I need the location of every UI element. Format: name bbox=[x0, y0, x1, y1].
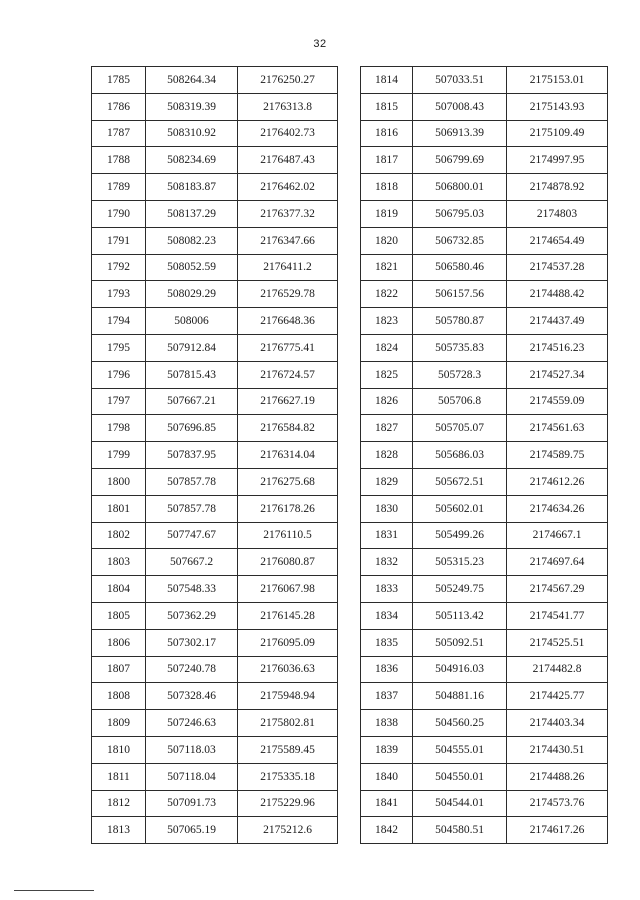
table-row bbox=[92, 710, 338, 737]
x-coordinate-cell: 505113.42 bbox=[413, 602, 507, 629]
table-row bbox=[92, 281, 338, 308]
table-row bbox=[92, 200, 338, 227]
point-number-cell: 1819 bbox=[361, 200, 413, 227]
point-number-cell: 1786 bbox=[92, 93, 146, 120]
point-number-cell: 1806 bbox=[92, 629, 146, 656]
table-row bbox=[361, 308, 608, 335]
point-number-cell: 1790 bbox=[92, 200, 146, 227]
point-number-cell: 1818 bbox=[361, 174, 413, 201]
point-number-cell: 1798 bbox=[92, 415, 146, 442]
point-number-cell: 1787 bbox=[92, 120, 146, 147]
y-coordinate-cell: 2176648.36 bbox=[238, 308, 338, 335]
point-number-cell: 1827 bbox=[361, 415, 413, 442]
y-coordinate-cell: 2176584.82 bbox=[238, 415, 338, 442]
table-row bbox=[92, 442, 338, 469]
y-coordinate-cell: 2174488.42 bbox=[507, 281, 608, 308]
x-coordinate-cell: 508052.59 bbox=[146, 254, 238, 281]
table-row bbox=[92, 656, 338, 683]
x-coordinate-cell: 507091.73 bbox=[146, 790, 238, 817]
table-row bbox=[92, 147, 338, 174]
x-coordinate-cell: 505672.51 bbox=[413, 468, 507, 495]
table-row bbox=[361, 522, 608, 549]
table-row bbox=[361, 495, 608, 522]
table-row bbox=[92, 763, 338, 790]
table-row bbox=[92, 93, 338, 120]
table-row bbox=[92, 174, 338, 201]
x-coordinate-cell: 504550.01 bbox=[413, 763, 507, 790]
table-row bbox=[361, 736, 608, 763]
table-row bbox=[92, 602, 338, 629]
y-coordinate-cell: 2175948.94 bbox=[238, 683, 338, 710]
table-row bbox=[361, 629, 608, 656]
y-coordinate-cell: 2176775.41 bbox=[238, 334, 338, 361]
y-coordinate-cell: 2174482.8 bbox=[507, 656, 608, 683]
table-row bbox=[92, 415, 338, 442]
table-row bbox=[361, 468, 608, 495]
x-coordinate-cell: 507240.78 bbox=[146, 656, 238, 683]
table-row bbox=[92, 790, 338, 817]
x-coordinate-cell: 505315.23 bbox=[413, 549, 507, 576]
table-row bbox=[361, 549, 608, 576]
table-row bbox=[92, 683, 338, 710]
x-coordinate-cell: 505780.87 bbox=[413, 308, 507, 335]
table-row bbox=[361, 281, 608, 308]
table-row bbox=[361, 388, 608, 415]
table-row bbox=[361, 334, 608, 361]
table-row bbox=[92, 227, 338, 254]
x-coordinate-cell: 507837.95 bbox=[146, 442, 238, 469]
y-coordinate-cell: 2174488.26 bbox=[507, 763, 608, 790]
y-coordinate-cell: 2174541.77 bbox=[507, 602, 608, 629]
point-number-cell: 1795 bbox=[92, 334, 146, 361]
point-number-cell: 1825 bbox=[361, 361, 413, 388]
table-row bbox=[361, 790, 608, 817]
x-coordinate-cell: 507118.03 bbox=[146, 736, 238, 763]
x-coordinate-cell: 506732.85 bbox=[413, 227, 507, 254]
point-number-cell: 1815 bbox=[361, 93, 413, 120]
y-coordinate-cell: 2175153.01 bbox=[507, 67, 608, 94]
x-coordinate-cell: 505728.3 bbox=[413, 361, 507, 388]
y-coordinate-cell: 2174561.63 bbox=[507, 415, 608, 442]
point-number-cell: 1829 bbox=[361, 468, 413, 495]
point-number-cell: 1792 bbox=[92, 254, 146, 281]
y-coordinate-cell: 2176724.57 bbox=[238, 361, 338, 388]
point-number-cell: 1822 bbox=[361, 281, 413, 308]
coordinates-table-left bbox=[91, 66, 338, 844]
point-number-cell: 1813 bbox=[92, 817, 146, 844]
x-coordinate-cell: 505602.01 bbox=[413, 495, 507, 522]
y-coordinate-cell: 2174667.1 bbox=[507, 522, 608, 549]
y-coordinate-cell: 2176314.04 bbox=[238, 442, 338, 469]
table-row bbox=[361, 683, 608, 710]
y-coordinate-cell: 2176110.5 bbox=[238, 522, 338, 549]
table-row bbox=[92, 576, 338, 603]
point-number-cell: 1808 bbox=[92, 683, 146, 710]
x-coordinate-cell: 505735.83 bbox=[413, 334, 507, 361]
table-row bbox=[92, 817, 338, 844]
x-coordinate-cell: 504580.51 bbox=[413, 817, 507, 844]
point-number-cell: 1837 bbox=[361, 683, 413, 710]
y-coordinate-cell: 2176462.02 bbox=[238, 174, 338, 201]
point-number-cell: 1803 bbox=[92, 549, 146, 576]
table-body bbox=[92, 67, 338, 844]
x-coordinate-cell: 507033.51 bbox=[413, 67, 507, 94]
y-coordinate-cell: 2174403.34 bbox=[507, 710, 608, 737]
table-row bbox=[361, 147, 608, 174]
point-number-cell: 1796 bbox=[92, 361, 146, 388]
x-coordinate-cell: 507302.17 bbox=[146, 629, 238, 656]
y-coordinate-cell: 2174803 bbox=[507, 200, 608, 227]
y-coordinate-cell: 2176067.98 bbox=[238, 576, 338, 603]
x-coordinate-cell: 507118.04 bbox=[146, 763, 238, 790]
coordinates-table-right bbox=[360, 66, 608, 844]
x-coordinate-cell: 507747.67 bbox=[146, 522, 238, 549]
table-row bbox=[92, 361, 338, 388]
y-coordinate-cell: 2176487.43 bbox=[238, 147, 338, 174]
point-number-cell: 1800 bbox=[92, 468, 146, 495]
page-number: 32 bbox=[313, 38, 327, 50]
point-number-cell: 1802 bbox=[92, 522, 146, 549]
y-coordinate-cell: 2175589.45 bbox=[238, 736, 338, 763]
x-coordinate-cell: 506800.01 bbox=[413, 174, 507, 201]
footnote-divider bbox=[14, 890, 94, 891]
x-coordinate-cell: 506157.56 bbox=[413, 281, 507, 308]
table-row bbox=[361, 254, 608, 281]
point-number-cell: 1830 bbox=[361, 495, 413, 522]
x-coordinate-cell: 508082.23 bbox=[146, 227, 238, 254]
table-row bbox=[361, 442, 608, 469]
y-coordinate-cell: 2174437.49 bbox=[507, 308, 608, 335]
y-coordinate-cell: 2174878.92 bbox=[507, 174, 608, 201]
point-number-cell: 1828 bbox=[361, 442, 413, 469]
y-coordinate-cell: 2174527.34 bbox=[507, 361, 608, 388]
table-row bbox=[361, 200, 608, 227]
y-coordinate-cell: 2176080.87 bbox=[238, 549, 338, 576]
y-coordinate-cell: 2176529.78 bbox=[238, 281, 338, 308]
x-coordinate-cell: 505686.03 bbox=[413, 442, 507, 469]
y-coordinate-cell: 2174525.51 bbox=[507, 629, 608, 656]
y-coordinate-cell: 2176095.09 bbox=[238, 629, 338, 656]
point-number-cell: 1804 bbox=[92, 576, 146, 603]
y-coordinate-cell: 2176377.32 bbox=[238, 200, 338, 227]
x-coordinate-cell: 508234.69 bbox=[146, 147, 238, 174]
table-row bbox=[92, 254, 338, 281]
x-coordinate-cell: 507246.63 bbox=[146, 710, 238, 737]
point-number-cell: 1788 bbox=[92, 147, 146, 174]
y-coordinate-cell: 2174697.64 bbox=[507, 549, 608, 576]
y-coordinate-cell: 2174997.95 bbox=[507, 147, 608, 174]
point-number-cell: 1841 bbox=[361, 790, 413, 817]
x-coordinate-cell: 508310.92 bbox=[146, 120, 238, 147]
point-number-cell: 1831 bbox=[361, 522, 413, 549]
table-row bbox=[361, 93, 608, 120]
point-number-cell: 1817 bbox=[361, 147, 413, 174]
point-number-cell: 1814 bbox=[361, 67, 413, 94]
y-coordinate-cell: 2175802.81 bbox=[238, 710, 338, 737]
point-number-cell: 1801 bbox=[92, 495, 146, 522]
x-coordinate-cell: 504560.25 bbox=[413, 710, 507, 737]
table-row bbox=[92, 629, 338, 656]
point-number-cell: 1809 bbox=[92, 710, 146, 737]
y-coordinate-cell: 2174612.26 bbox=[507, 468, 608, 495]
point-number-cell: 1820 bbox=[361, 227, 413, 254]
x-coordinate-cell: 507328.46 bbox=[146, 683, 238, 710]
y-coordinate-cell: 2174537.28 bbox=[507, 254, 608, 281]
y-coordinate-cell: 2176036.63 bbox=[238, 656, 338, 683]
point-number-cell: 1807 bbox=[92, 656, 146, 683]
y-coordinate-cell: 2176250.27 bbox=[238, 67, 338, 94]
point-number-cell: 1824 bbox=[361, 334, 413, 361]
x-coordinate-cell: 508319.39 bbox=[146, 93, 238, 120]
point-number-cell: 1840 bbox=[361, 763, 413, 790]
point-number-cell: 1821 bbox=[361, 254, 413, 281]
x-coordinate-cell: 507667.21 bbox=[146, 388, 238, 415]
x-coordinate-cell: 507857.78 bbox=[146, 468, 238, 495]
table-row bbox=[92, 522, 338, 549]
x-coordinate-cell: 507667.2 bbox=[146, 549, 238, 576]
x-coordinate-cell: 504544.01 bbox=[413, 790, 507, 817]
point-number-cell: 1839 bbox=[361, 736, 413, 763]
x-coordinate-cell: 508264.34 bbox=[146, 67, 238, 94]
y-coordinate-cell: 2176145.28 bbox=[238, 602, 338, 629]
table-row bbox=[361, 763, 608, 790]
point-number-cell: 1811 bbox=[92, 763, 146, 790]
x-coordinate-cell: 506799.69 bbox=[413, 147, 507, 174]
table-row bbox=[361, 576, 608, 603]
table-row bbox=[92, 495, 338, 522]
point-number-cell: 1812 bbox=[92, 790, 146, 817]
table-row bbox=[92, 120, 338, 147]
x-coordinate-cell: 504555.01 bbox=[413, 736, 507, 763]
x-coordinate-cell: 506580.46 bbox=[413, 254, 507, 281]
table-row bbox=[361, 227, 608, 254]
x-coordinate-cell: 507008.43 bbox=[413, 93, 507, 120]
x-coordinate-cell: 506795.03 bbox=[413, 200, 507, 227]
x-coordinate-cell: 507362.29 bbox=[146, 602, 238, 629]
point-number-cell: 1793 bbox=[92, 281, 146, 308]
y-coordinate-cell: 2176627.19 bbox=[238, 388, 338, 415]
table-row bbox=[92, 67, 338, 94]
x-coordinate-cell: 505249.75 bbox=[413, 576, 507, 603]
x-coordinate-cell: 507912.84 bbox=[146, 334, 238, 361]
point-number-cell: 1805 bbox=[92, 602, 146, 629]
x-coordinate-cell: 505092.51 bbox=[413, 629, 507, 656]
y-coordinate-cell: 2174559.09 bbox=[507, 388, 608, 415]
table-row bbox=[92, 549, 338, 576]
x-coordinate-cell: 505705.07 bbox=[413, 415, 507, 442]
point-number-cell: 1810 bbox=[92, 736, 146, 763]
y-coordinate-cell: 2176275.68 bbox=[238, 468, 338, 495]
y-coordinate-cell: 2176402.73 bbox=[238, 120, 338, 147]
y-coordinate-cell: 2174430.51 bbox=[507, 736, 608, 763]
point-number-cell: 1833 bbox=[361, 576, 413, 603]
point-number-cell: 1823 bbox=[361, 308, 413, 335]
point-number-cell: 1816 bbox=[361, 120, 413, 147]
point-number-cell: 1836 bbox=[361, 656, 413, 683]
table-row bbox=[361, 67, 608, 94]
table-row bbox=[361, 602, 608, 629]
table-row bbox=[361, 174, 608, 201]
point-number-cell: 1842 bbox=[361, 817, 413, 844]
x-coordinate-cell: 507696.85 bbox=[146, 415, 238, 442]
table-row bbox=[92, 334, 338, 361]
y-coordinate-cell: 2176313.8 bbox=[238, 93, 338, 120]
point-number-cell: 1835 bbox=[361, 629, 413, 656]
point-number-cell: 1838 bbox=[361, 710, 413, 737]
x-coordinate-cell: 507548.33 bbox=[146, 576, 238, 603]
point-number-cell: 1785 bbox=[92, 67, 146, 94]
x-coordinate-cell: 507815.43 bbox=[146, 361, 238, 388]
y-coordinate-cell: 2175143.93 bbox=[507, 93, 608, 120]
x-coordinate-cell: 508006 bbox=[146, 308, 238, 335]
x-coordinate-cell: 507857.78 bbox=[146, 495, 238, 522]
table-row bbox=[92, 388, 338, 415]
x-coordinate-cell: 508137.29 bbox=[146, 200, 238, 227]
x-coordinate-cell: 504916.03 bbox=[413, 656, 507, 683]
table-row bbox=[361, 415, 608, 442]
y-coordinate-cell: 2176411.2 bbox=[238, 254, 338, 281]
x-coordinate-cell: 508029.29 bbox=[146, 281, 238, 308]
x-coordinate-cell: 507065.19 bbox=[146, 817, 238, 844]
table-row bbox=[92, 736, 338, 763]
y-coordinate-cell: 2174573.76 bbox=[507, 790, 608, 817]
point-number-cell: 1799 bbox=[92, 442, 146, 469]
point-number-cell: 1797 bbox=[92, 388, 146, 415]
point-number-cell: 1826 bbox=[361, 388, 413, 415]
table-row bbox=[361, 361, 608, 388]
y-coordinate-cell: 2174654.49 bbox=[507, 227, 608, 254]
y-coordinate-cell: 2176178.26 bbox=[238, 495, 338, 522]
y-coordinate-cell: 2176347.66 bbox=[238, 227, 338, 254]
y-coordinate-cell: 2174567.29 bbox=[507, 576, 608, 603]
table-row bbox=[92, 468, 338, 495]
y-coordinate-cell: 2175229.96 bbox=[238, 790, 338, 817]
table-row bbox=[361, 817, 608, 844]
y-coordinate-cell: 2175212.6 bbox=[238, 817, 338, 844]
table-row bbox=[361, 710, 608, 737]
y-coordinate-cell: 2174634.26 bbox=[507, 495, 608, 522]
x-coordinate-cell: 504881.16 bbox=[413, 683, 507, 710]
y-coordinate-cell: 2174589.75 bbox=[507, 442, 608, 469]
y-coordinate-cell: 2174516.23 bbox=[507, 334, 608, 361]
point-number-cell: 1834 bbox=[361, 602, 413, 629]
y-coordinate-cell: 2174425.77 bbox=[507, 683, 608, 710]
y-coordinate-cell: 2175109.49 bbox=[507, 120, 608, 147]
point-number-cell: 1791 bbox=[92, 227, 146, 254]
x-coordinate-cell: 505706.8 bbox=[413, 388, 507, 415]
x-coordinate-cell: 506913.39 bbox=[413, 120, 507, 147]
y-coordinate-cell: 2175335.18 bbox=[238, 763, 338, 790]
table-row bbox=[361, 656, 608, 683]
x-coordinate-cell: 505499.26 bbox=[413, 522, 507, 549]
point-number-cell: 1794 bbox=[92, 308, 146, 335]
table-row bbox=[92, 308, 338, 335]
point-number-cell: 1832 bbox=[361, 549, 413, 576]
table-row bbox=[361, 120, 608, 147]
y-coordinate-cell: 2174617.26 bbox=[507, 817, 608, 844]
table-body bbox=[361, 67, 608, 844]
point-number-cell: 1789 bbox=[92, 174, 146, 201]
x-coordinate-cell: 508183.87 bbox=[146, 174, 238, 201]
